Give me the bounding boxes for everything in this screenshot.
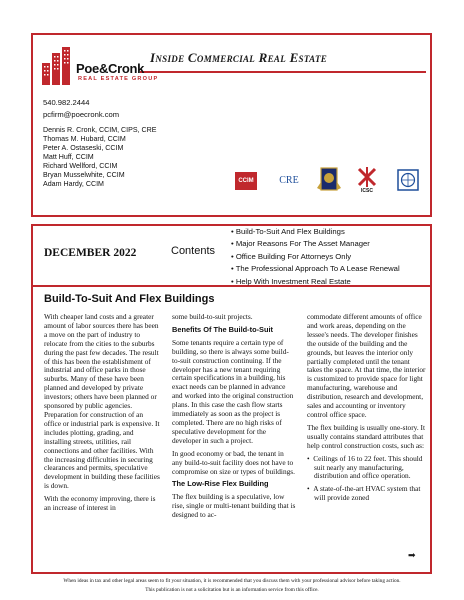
icsc-label: ICSC (361, 188, 373, 192)
footer-notice: This publication is not a solicitation but is an information service from this office. (145, 587, 319, 593)
seal-logo-icon (315, 166, 343, 192)
section-heading: The Low-Rise Flex Building (172, 479, 269, 489)
company-name: Poe&Cronk (76, 61, 145, 76)
agent-name: Peter A. Ostaseski, CCIM (43, 144, 124, 152)
paragraph: The flex building is usually one-story. It usually contains standard attributes that help control construction costs, such as: (307, 422, 426, 450)
article-column-2 (172, 313, 296, 524)
bullet-item: • A state-of-the-art HVAC system that will provide zoned (307, 484, 421, 503)
contents-label: Contents (171, 245, 216, 257)
agent-name: Matt Huff, CCIM (43, 153, 94, 161)
agent-name: Richard Wellford, CCIM (43, 162, 118, 170)
paragraph: Some tenants require a certain type of building, so there is always some build-to-suit construction continuing. If the developer has a new tenant requiring certain specifications in a building, his exact needs can be planned in advance and worked into the original construction plans. In this case the cash flow starts immediately as soon as the project is completed. There are no high risks of speculative development for the developer in such a project. (172, 337, 294, 445)
agent-name: Bryan Musselwhite, CCIM (43, 171, 125, 179)
continue-arrow-icon: ➡ (408, 550, 416, 560)
toc-item[interactable]: • Major Reasons For The Asset Manager (231, 238, 400, 250)
ccim-logo-icon: CCIM (235, 172, 257, 190)
paragraph: In good economy or bad, the tenant in any build-to-suit facility does not have to compromise on size or types of buildings. (172, 448, 295, 476)
article-column-3 (307, 313, 426, 507)
phone-number: 540.982.2444 (43, 98, 90, 107)
newsletter-title: Inside Commercial Real Estate (150, 50, 328, 65)
cips-logo-icon (396, 168, 420, 192)
footer-disclaimer: When ideas in tax and other legal areas seem to fit your situation, it is recommended that you discuss them with your professional advisor before taking action. (63, 578, 401, 584)
toc-item[interactable]: • Help With Investment Real Estate (231, 276, 400, 288)
toc-item[interactable]: • Office Building For Attorneys Only (231, 251, 400, 263)
header-divider (140, 71, 426, 73)
article-column-1 (44, 313, 161, 517)
agent-name: Thomas M. Hubard, CCIM (43, 135, 126, 143)
toc-item[interactable]: • Build-To-Suit And Flex Buildings (231, 226, 400, 238)
paragraph: With the economy improving, there is an increase of interest in (44, 494, 156, 513)
article-title: Build-To-Suit And Flex Buildings (44, 293, 215, 305)
paragraph: some build-to-suit projects. (172, 312, 253, 321)
agent-name: Adam Hardy, CCIM (43, 180, 104, 188)
paragraph: commodate different amounts of office and work areas, depending on the lessee's needs. The developer finishes the outside of the building and the grounds, but leaves the interior only partially completed until the tenant takes the space. At that time, the interior is customized to provide space for light manufacturing, warehouse and distribution, research and development, sales and accounting or inventory control office space. (307, 312, 426, 419)
section-heading: Benefits Of The Build-to-Suit (172, 324, 273, 334)
table-of-contents (231, 226, 400, 288)
company-logo-icon (40, 47, 76, 85)
agent-name: Dennis R. Cronk, CCIM, CIPS, CRE (43, 126, 157, 134)
company-subtitle: REAL ESTATE GROUP (78, 76, 159, 82)
cre-logo-icon: CRE (279, 174, 299, 186)
paragraph: With cheaper land costs and a greater amount of labor sources there has been a move on the part of industry to relocate from the cities to the suburbs during the past few decades. The result of this has been the establishment of industrial and office parks in those suburbs. Many of these have been planned and developed by private investors; others have been planned or sponsored by public agencies. Preparation for construction of an office or industrial park is expensive. It includes plotting, grading, and installing streets, utilities, rail connections and other facilities. With the increasing difficulties in securing clearances and permits, speculative development in building these facilities is down. (44, 312, 160, 491)
email-address: pcfirm@poecronk.com (43, 110, 120, 119)
paragraph: The flex building is a speculative, low rise, single or multi-tenant building that is designed to ac- (172, 492, 296, 520)
bullet-item: • Ceilings of 16 to 22 feet. This should suit nearly any manufacturing, distribution and office operation. (307, 453, 423, 481)
icsc-logo-icon (356, 166, 378, 192)
issue-date: DECEMBER 2022 (44, 247, 137, 259)
toc-item[interactable]: • The Professional Approach To A Lease Renewal (231, 263, 400, 275)
